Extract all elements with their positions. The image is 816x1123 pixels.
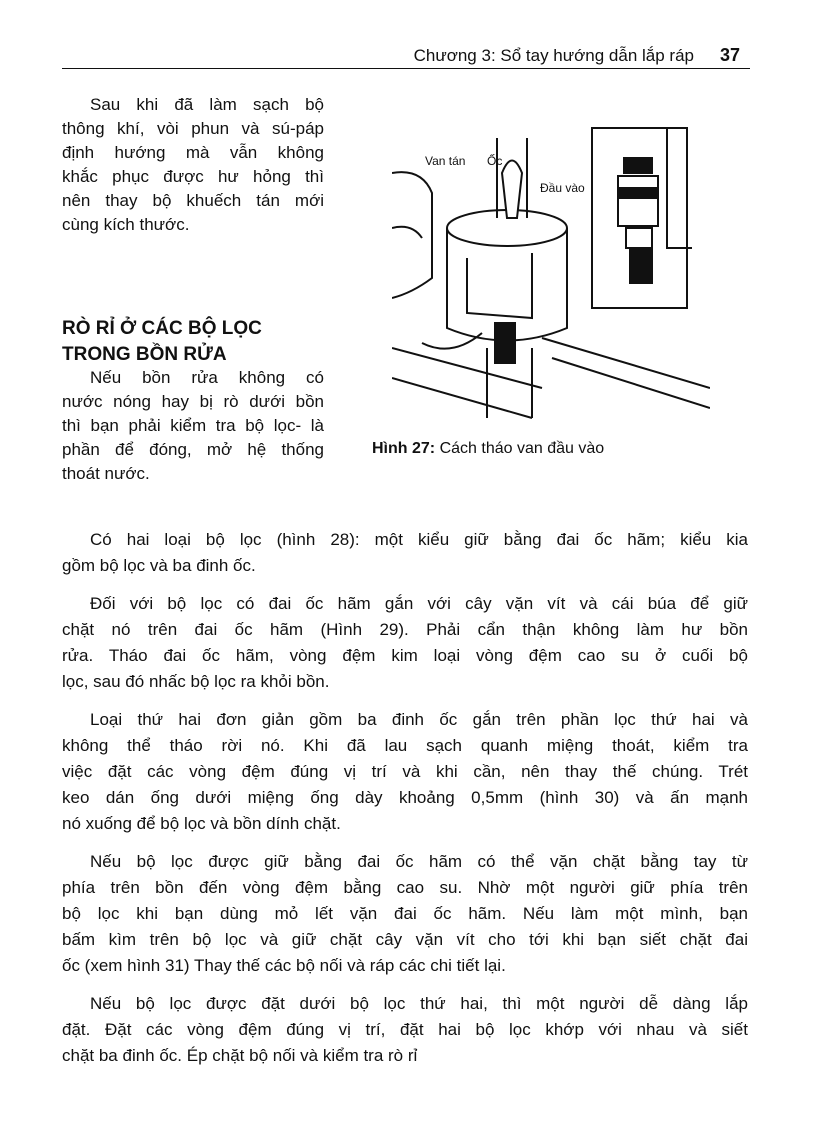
text-line: Loại thứ hai đơn giản gồm ba đinh ốc gắn trên phần lọc thứ hai và [90,710,748,729]
text-line: thoát nước. [62,464,150,483]
paragraph [62,991,748,1069]
text-line: thông khí, vòi phun và sú-páp [62,119,324,138]
text-line: chặt nó trên đai ốc hãm (Hình 29). Phải cẩn thận không làm hư bồn [62,620,748,639]
paragraph [62,707,748,837]
text-line: lọc, sau đó nhấc bộ lọc ra khỏi bồn. [62,672,330,691]
paragraph [62,591,748,695]
text-line: nó xuống để bộ lọc và bồn dính chặt. [62,814,341,833]
heading-line: TRONG BỒN RỬA [62,344,227,365]
page-number: 37 [719,45,740,65]
text-line: Nếu bộ lọc được đặt dưới bộ lọc thứ hai, thì một người dễ dàng lắp [90,994,748,1013]
text-line: bấm kìm trên bộ lọc và giữ chặt cây vặn vít cho tới khi bạn siết chặt đai [62,930,748,949]
text-line: nên thay bộ khuếch tán mới [62,191,324,210]
paragraph [62,527,748,579]
chapter-title: Chương 3: Sổ tay hướng dẫn lắp ráp [413,46,694,65]
intro-paragraph [62,93,324,237]
text-line: khắc phục được hư hỏng thì [62,167,324,186]
text-line: Có hai loại bộ lọc (hình 28): một kiểu giữ bằng đai ốc hãm; kiểu kia [90,530,748,549]
text-line: ốc (xem hình 31) Thay thế các bộ nối và ráp các chi tiết lại. [62,956,506,975]
text-line: định hướng mà vẫn không [62,143,324,162]
heading-line: RÒ RỈ Ở CÁC BỘ LỌC [62,318,262,339]
text-line: cùng kích thước. [62,215,190,234]
figure-27 [392,118,710,436]
label-oc: Ốc [487,154,503,168]
text-line: bộ lọc khi bạn dùng mỏ lết vặn đai ốc hãm. Nếu làm một mình, bạn [62,904,748,923]
label-van-tan: Van tán [425,154,466,168]
text-line: Đối với bộ lọc có đai ốc hãm gắn với cây vặn vít và cái búa để giữ [90,594,748,613]
section-heading [62,316,262,368]
caption-label: Hình 27: [372,440,436,457]
text-line: chặt ba đinh ốc. Ép chặt bộ nối và kiểm tra rò rỉ [62,1046,418,1065]
caption-text: Cách tháo van đầu vào [439,440,605,457]
text-line: việc đặt các vòng đệm đúng vị trí và khi cần, nên thay thế chúng. Trét [62,762,748,781]
label-dau-vao: Đầu vào [540,181,585,195]
text-line: gồm bộ lọc và ba đinh ốc. [62,556,256,575]
text-line: keo dán ống dưới miệng ống dày khoảng 0,5mm (hình 30) và ấn mạnh [62,788,748,807]
text-line: đặt. Đặt các vòng đệm đúng vị trí, đặt hai bộ lọc khớp với nhau và siết [62,1020,748,1039]
text-line: Sau khi đã làm sạch bộ [90,95,324,114]
text-line: không thể tháo rời nó. Khi đã lau sạch quanh miệng thoát, kiểm tra [62,736,748,755]
text-line: Nếu bồn rửa không có [90,368,324,387]
text-line: nước nóng hay bị rò dưới bồn [62,392,324,411]
filter-intro-paragraph [62,366,324,486]
figure-caption [372,440,604,458]
text-line: phía trên bồn đến vòng đệm bằng cao su. Nhờ một người giữ phía trên [62,878,748,897]
paragraph [62,849,748,979]
text-line: thì bạn phải kiểm tra bộ lọc- là [62,416,324,435]
page-header [62,44,750,69]
text-line: rửa. Tháo đai ốc hãm, vòng đệm kim loại vòng đệm cao su ở cuối bộ [62,646,748,665]
text-line: Nếu bộ lọc được giữ bằng đai ốc hãm có thể vặn chặt bằng tay từ [90,852,748,871]
text-line: phần để đóng, mở hệ thống [62,440,324,459]
body-text [62,527,748,1081]
